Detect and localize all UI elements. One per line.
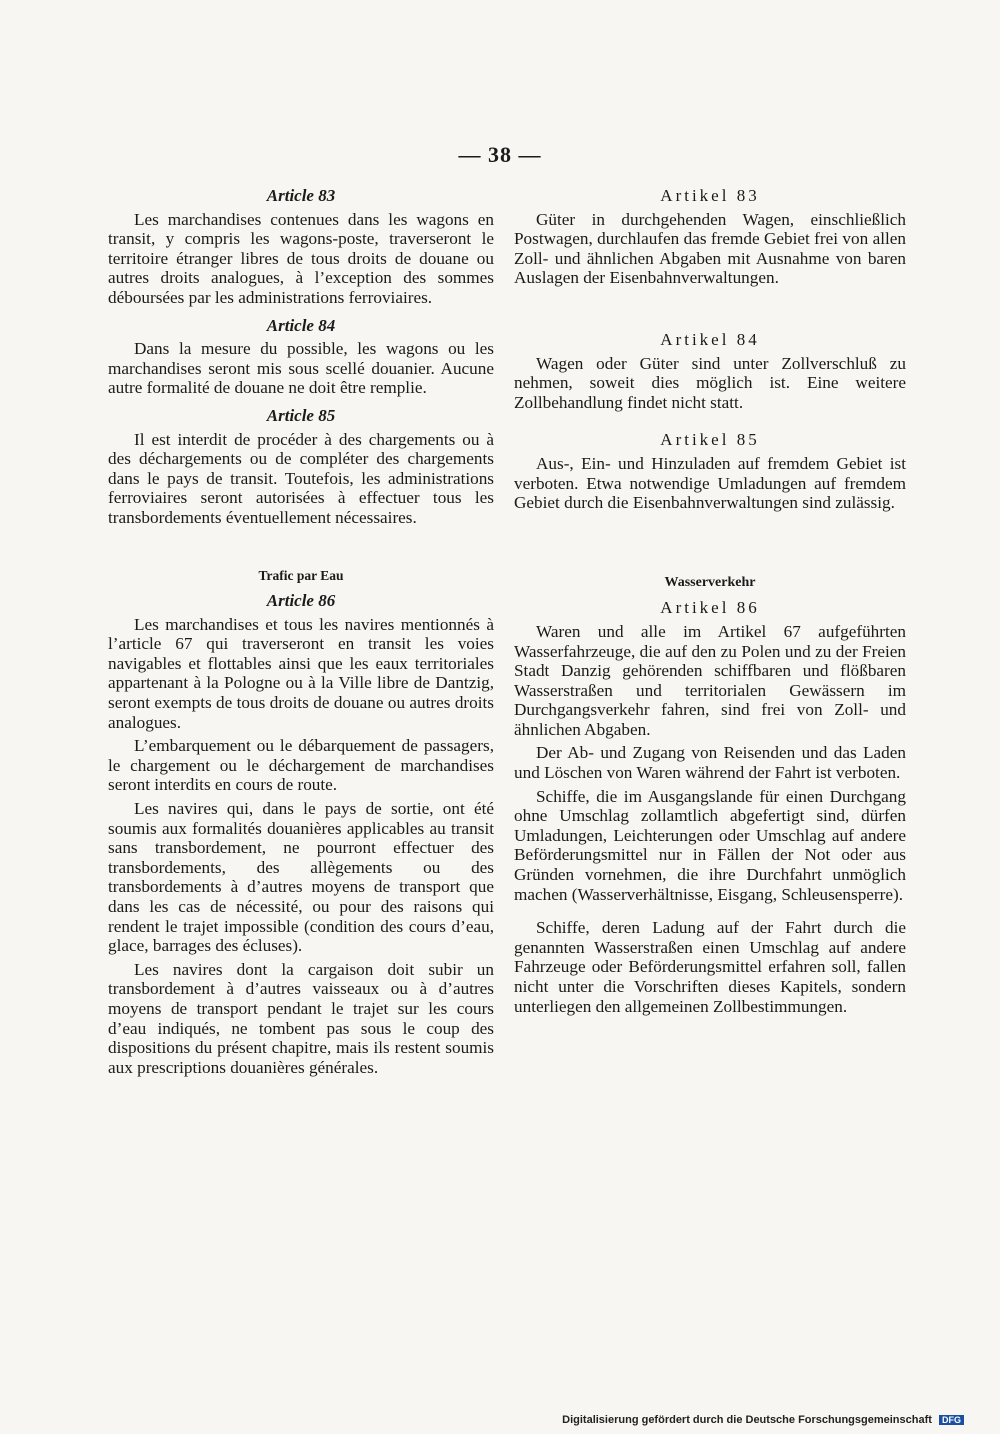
fr-article-85-heading: Article 85 <box>266 405 336 425</box>
fr-article-85-text: Il est interdit de procéder à des chargements ou à des déchargements ou de compléter des chargements dans le pays de transit. Toutefois, les administrations ferroviaires seront autorisées à effectuer tous les transbordements éventuellement nécessaires. <box>108 429 494 527</box>
de-section-title: Wasserverkehr <box>664 574 756 590</box>
fr-article-86-para-3: Les navires qui, dans le pays de sortie, ont été soumis aux formalités douanières applicables au transit sans transbordement, ne pourront effectuer des transbordements, des allègements ou des transbordements à d’autres moyens de transport que dans les cas de nécessité, ou pour des raisons qui rendent le trajet impossible (condition des cours d’eau, glace, barrages des écluses). <box>108 799 494 956</box>
de-article-84-heading: Artikel 84 <box>660 329 760 349</box>
fr-article-83-heading: Article 83 <box>266 186 336 205</box>
footer-credit <box>562 1414 964 1426</box>
fr-article-84-heading: Article 84 <box>266 315 336 335</box>
de-article-84-text: Wagen oder Güter sind unter Zollverschluß zu nehmen, soweit dies möglich ist. Eine weitere Zollbehandlung findet nicht statt. <box>514 353 906 412</box>
de-article-86-para-2: Der Ab- und Zugang von Reisenden und das Laden und Löschen von Waren während der Fahrt ist verboten. <box>514 743 906 783</box>
footer-credit-text: Digitalisierung gefördert durch die Deutsche Forschungsgemeinschaft <box>562 1414 932 1426</box>
fr-article-86-para-1: Les marchandises et tous les navires mentionnés à l’article 67 qui traverseront en transit les voies navigables et flottables ainsi que les eaux territoriales appartenant à la Pologne ou à la Ville libre de Dantzig, seront exempts de tous droits de douane ou autres droits analogues. <box>108 614 494 732</box>
de-article-83-heading: Artikel 83 <box>660 186 760 205</box>
french-column <box>108 186 494 1081</box>
fr-article-86-para-4: Les navires dont la cargaison doit subir un transbordement à d’autres vaisseaux ou à d’autres moyens de transport pendant le trajet sur les cours d’eau indiqués, ne tombent pas sous le coup des dispositions du présent chapitre, mais ils restent soumis aux prescriptions douanières générales. <box>108 959 494 1077</box>
fr-article-86-heading: Article 86 <box>266 591 336 611</box>
de-article-83-text: Güter in durchgehenden Wagen, einschließlich Postwagen, durchlaufen das fremde Gebiet frei von allen Zoll- und ähnlichen Abgaben mit Ausnahme von baren Auslagen der Eisenbahnverwaltungen. <box>514 209 906 288</box>
fr-article-83-text: Les marchandises contenues dans les wagons en transit, y compris les wagons-poste, traverseront le territoire étranger libres de tous droits de douane ou autres droits analogues, à l’exception des sommes déboursées par les administrations ferroviaires. <box>108 209 494 307</box>
german-column <box>514 186 906 1020</box>
page-number: — 38 — <box>458 142 542 167</box>
de-article-86-heading: Artikel 86 <box>660 598 760 618</box>
fr-article-84-text: Dans la mesure du possible, les wagons ou les marchandises seront mis sous scellé douanier. Aucune autre formalité de douane ne doit être remplie. <box>108 339 494 398</box>
de-article-86-para-3: Schiffe, die im Ausgangslande für einen Durchgang ohne Umschlag zollamtlich abgefertigt sind, dürfen Umladungen, Leichterungen oder Umschlag auf andere Beförderungsmittel nur in Fällen der Not oder aus Gründen vornehmen, die ihre Durchfahrt unmöglich machen (Wasserverhältnisse, Eisgang, Schleusensperre). <box>514 786 906 904</box>
de-article-85-heading: Artikel 85 <box>660 430 760 450</box>
dfg-logo: DFG <box>939 1415 964 1425</box>
de-article-86-para-1: Waren und alle im Artikel 67 aufgeführten Wasserfahrzeuge, die auf den zu Polen und zu der Freien Stadt Danzig gehörenden schiffbaren und flößbaren Wasserstraßen und territorialen Gewässern im Durchgangsverkehr fahren, sind frei von Zoll- und ähnlichen Abgaben. <box>514 621 906 739</box>
de-article-85-text: Aus-, Ein- und Hinzuladen auf fremdem Gebiet ist verboten. Etwa notwendige Umladungen auf fremdem Gebiet durch die Eisenbahnverwaltungen sind zulässig. <box>514 453 906 513</box>
de-article-86-para-4: Schiffe, deren Ladung auf der Fahrt durch die genannten Wasserstraßen einen Umschlag auf andere Fahrzeuge oder Beförderungsmittel erfahren soll, fallen nicht unter die Vorschriften dieses Kapitels, sondern unterliegen den allgemeinen Zollbestimmungen. <box>514 918 906 1016</box>
fr-section-title: Trafic par Eau <box>258 567 344 583</box>
fr-article-86-para-2: L’embarquement ou le débarquement de passagers, le chargement ou le déchargement de marchandises seront interdits en cours de route. <box>108 736 494 795</box>
